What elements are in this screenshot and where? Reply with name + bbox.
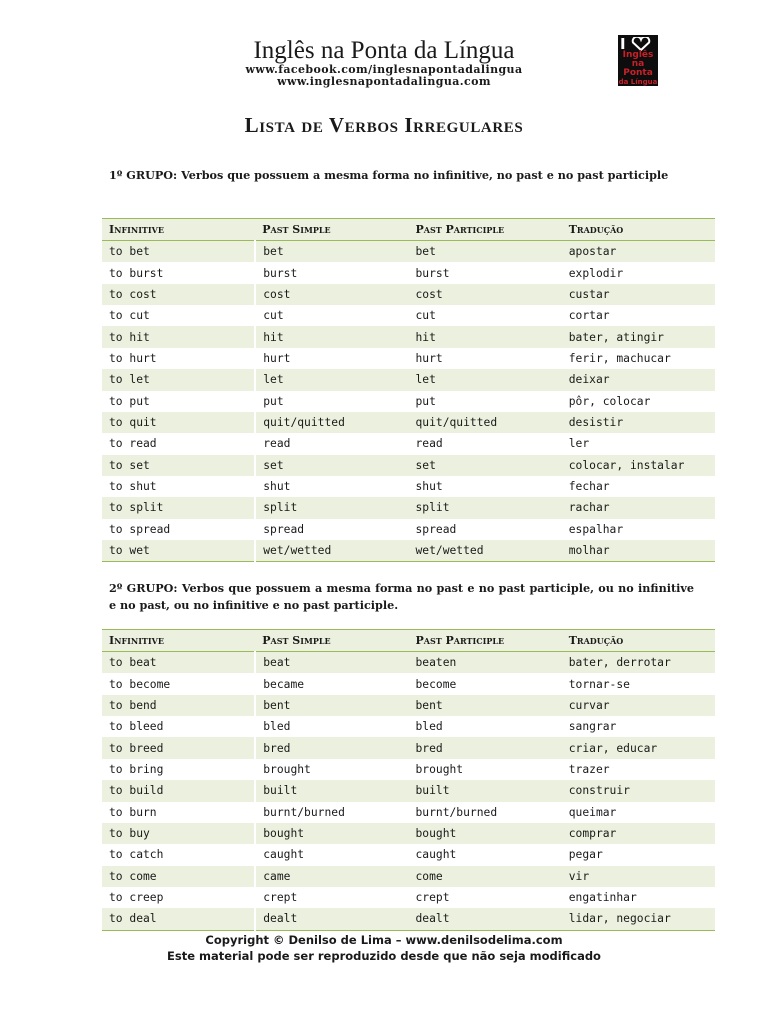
cell-infinitive: to cut [102,305,255,326]
cell-traducao: vir [562,866,715,887]
cell-traducao: custar [562,284,715,305]
cell-infinitive: to cost [102,284,255,305]
cell-infinitive: to bet [102,241,255,263]
cell-traducao: bater, atingir [562,326,715,347]
cell-past-participle: quit/quitted [409,412,562,433]
column-header-past-simple: Past Simple [255,630,408,652]
brand-logo [618,35,658,86]
table-row [102,737,715,758]
cell-infinitive: to become [102,673,255,694]
cell-past-participle: bet [409,241,562,263]
column-header-past-participle: Past Participle [409,630,562,652]
cell-past-participle: let [409,369,562,390]
cell-past-simple: bought [255,823,408,844]
cell-past-participle: cut [409,305,562,326]
logo-line-1: Inglês [622,50,654,60]
table-row [102,866,715,887]
facebook-url[interactable]: www.facebook.com/inglesnapontadalingua [245,63,523,76]
table-row [102,540,715,562]
cell-past-simple: split [255,497,408,518]
cell-traducao: ler [562,433,715,454]
cell-past-participle: split [409,497,562,518]
column-header-past-simple: Past Simple [255,219,408,241]
logo-line-2: na Ponta [623,59,653,78]
cell-infinitive: to catch [102,844,255,865]
table-row [102,326,715,347]
table-row [102,844,715,865]
cell-traducao: lidar, negociar [562,908,715,930]
cell-traducao: rachar [562,497,715,518]
cell-traducao: trazer [562,759,715,780]
cell-past-participle: cost [409,284,562,305]
logo-text [618,51,658,86]
cell-past-participle: come [409,866,562,887]
cell-past-participle: caught [409,844,562,865]
cell-past-participle: become [409,673,562,694]
cell-traducao: sangrar [562,716,715,737]
column-header-infinitive: Infinitive [102,630,255,652]
cell-past-simple: spread [255,519,408,540]
cell-past-participle: beaten [409,652,562,674]
cell-infinitive: to quit [102,412,255,433]
column-header-traducao: Tradução [562,219,715,241]
cell-infinitive: to burst [102,262,255,283]
cell-traducao: criar, educar [562,737,715,758]
cell-past-simple: read [255,433,408,454]
reproduction-notice: Este material pode ser reproduzido desde que não seja modificado [167,949,601,963]
group1-rows [102,241,715,562]
cell-past-participle: shut [409,476,562,497]
column-header-past-participle: Past Participle [409,219,562,241]
cell-traducao: pôr, colocar [562,391,715,412]
cell-traducao: curvar [562,695,715,716]
logo-line-3: da Língua [618,78,658,86]
cell-infinitive: to split [102,497,255,518]
cell-infinitive: to deal [102,908,255,930]
cell-traducao: colocar, instalar [562,455,715,476]
cell-past-participle: burnt/burned [409,802,562,823]
column-header-infinitive: Infinitive [102,219,255,241]
cell-past-simple: bled [255,716,408,737]
cell-past-simple: built [255,780,408,801]
cell-past-simple: hit [255,326,408,347]
cell-past-simple: shut [255,476,408,497]
copyright-text: Copyright © Denilso de Lima – www.denilsodelima.com [205,933,563,947]
cell-past-simple: put [255,391,408,412]
cell-traducao: pegar [562,844,715,865]
cell-past-participle: bought [409,823,562,844]
cell-past-simple: wet/wetted [255,540,408,562]
heart-icon [631,37,651,51]
cell-infinitive: to shut [102,476,255,497]
cell-past-simple: bent [255,695,408,716]
group1-table [102,218,715,562]
cell-past-participle: set [409,455,562,476]
cell-infinitive: to put [102,391,255,412]
table-row [102,284,715,305]
table-row [102,519,715,540]
table-row [102,652,715,674]
table-row [102,497,715,518]
cell-infinitive: to bend [102,695,255,716]
table-row [102,241,715,263]
cell-infinitive: to build [102,780,255,801]
cell-past-participle: bled [409,716,562,737]
cell-past-participle: built [409,780,562,801]
cell-infinitive: to breed [102,737,255,758]
cell-infinitive: to hurt [102,348,255,369]
table-row [102,476,715,497]
cell-infinitive: to wet [102,540,255,562]
table-row [102,673,715,694]
cell-past-participle: wet/wetted [409,540,562,562]
table-row [102,716,715,737]
cell-traducao: bater, derrotar [562,652,715,674]
cell-traducao: fechar [562,476,715,497]
cell-infinitive: to spread [102,519,255,540]
table-row [102,369,715,390]
cell-past-simple: bet [255,241,408,263]
table-row [102,695,715,716]
cell-infinitive: to set [102,455,255,476]
cell-past-simple: cost [255,284,408,305]
cell-past-participle: bred [409,737,562,758]
cell-infinitive: to beat [102,652,255,674]
cell-past-simple: dealt [255,908,408,930]
cell-past-simple: burnt/burned [255,802,408,823]
cell-traducao: desistir [562,412,715,433]
cell-past-simple: hurt [255,348,408,369]
cell-traducao: engatinhar [562,887,715,908]
table-row [102,455,715,476]
cell-traducao: queimar [562,802,715,823]
cell-past-participle: hit [409,326,562,347]
cell-past-participle: dealt [409,908,562,930]
cell-past-participle: brought [409,759,562,780]
group1-description: 1º GRUPO: Verbos que possuem a mesma forma no infinitive, no past e no past participle [109,168,669,182]
page-footer [0,932,768,964]
table-row [102,348,715,369]
table-row [102,412,715,433]
cell-infinitive: to buy [102,823,255,844]
cell-traducao: explodir [562,262,715,283]
cell-past-simple: caught [255,844,408,865]
cell-traducao: molhar [562,540,715,562]
cell-infinitive: to burn [102,802,255,823]
logo-i-glyph: I [620,35,626,53]
cell-infinitive: to hit [102,326,255,347]
cell-traducao: espalhar [562,519,715,540]
cell-infinitive: to bleed [102,716,255,737]
group2-rows [102,652,715,931]
cell-past-simple: set [255,455,408,476]
cell-past-participle: bent [409,695,562,716]
table-row [102,305,715,326]
table-row [102,433,715,454]
cell-infinitive: to come [102,866,255,887]
cell-past-simple: burst [255,262,408,283]
table-header-row [102,219,715,241]
cell-infinitive: to bring [102,759,255,780]
table-row [102,759,715,780]
cell-infinitive: to let [102,369,255,390]
table-row [102,887,715,908]
cell-traducao: ferir, machucar [562,348,715,369]
cell-past-simple: came [255,866,408,887]
column-header-traducao: Tradução [562,630,715,652]
cell-past-simple: crept [255,887,408,908]
cell-past-participle: read [409,433,562,454]
group2-description: 2º GRUPO: Verbos que possuem a mesma forma no past e no past participle, ou no infinitive e no past, ou no infinitive e no past participle. [109,581,694,612]
cell-past-simple: bred [255,737,408,758]
table-row [102,802,715,823]
document-title: Lista de Verbos Irregulares [244,113,524,137]
table-row [102,262,715,283]
table-row [102,780,715,801]
cell-past-participle: put [409,391,562,412]
cell-past-simple: brought [255,759,408,780]
cell-past-simple: beat [255,652,408,674]
site-url[interactable]: www.inglesnapontadalingua.com [277,75,491,88]
cell-traducao: deixar [562,369,715,390]
cell-past-participle: burst [409,262,562,283]
cell-traducao: comprar [562,823,715,844]
table-row [102,823,715,844]
group2-table [102,629,715,931]
cell-past-simple: let [255,369,408,390]
cell-traducao: apostar [562,241,715,263]
site-title: Inglês na Ponta da Língua [253,37,515,64]
table-row [102,908,715,930]
cell-past-simple: quit/quitted [255,412,408,433]
table-header-row [102,630,715,652]
cell-traducao: tornar-se [562,673,715,694]
cell-past-participle: hurt [409,348,562,369]
cell-traducao: cortar [562,305,715,326]
cell-past-participle: crept [409,887,562,908]
cell-past-participle: spread [409,519,562,540]
cell-infinitive: to read [102,433,255,454]
cell-past-simple: cut [255,305,408,326]
cell-traducao: construir [562,780,715,801]
table-row [102,391,715,412]
cell-infinitive: to creep [102,887,255,908]
cell-past-simple: became [255,673,408,694]
